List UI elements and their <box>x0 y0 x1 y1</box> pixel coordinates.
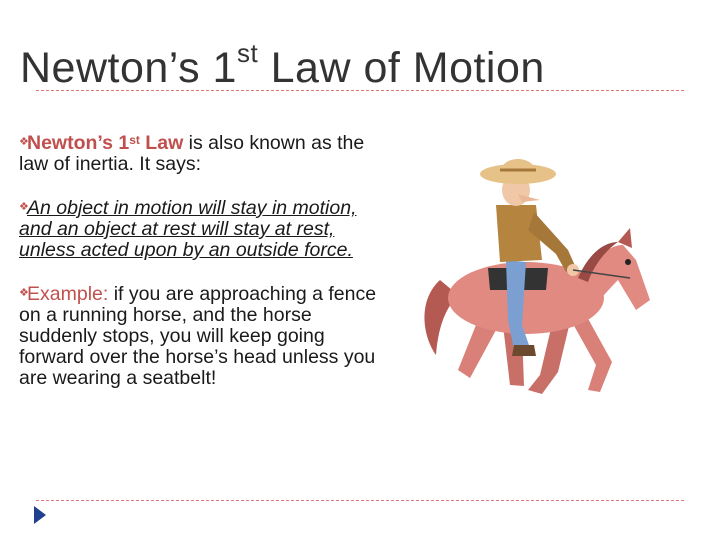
footer-divider <box>36 500 684 501</box>
paragraph-example: ❖Example: if you are approaching a fence on a running horse, and the horse suddenly stops, you will keep going forward over the horse’s head unless you are wearing a seatbelt! <box>19 283 377 389</box>
law-name: Newton’s 1st Law <box>27 132 184 154</box>
bullet-icon: ❖ <box>19 136 29 148</box>
example-label: Example: <box>27 283 109 305</box>
bullet-icon: ❖ <box>19 201 29 213</box>
horse-ear <box>618 228 632 248</box>
slide-body <box>19 132 389 411</box>
cowboy-on-horse-illustration <box>418 150 678 410</box>
paragraph-law-statement: ❖An object in motion will stay in motion, and an object at rest will stay at rest, unless acted upon by an outside force. <box>19 197 357 261</box>
bullet-icon: ❖ <box>19 287 29 299</box>
paragraph-definition: ❖Newton’s 1st Law is also known as the law of inertia. It says: <box>19 132 365 175</box>
cowboy-hat-crown <box>500 159 536 174</box>
title-divider <box>36 90 684 91</box>
horse-front-leg <box>568 315 612 392</box>
horse-eye <box>625 259 631 265</box>
slide-title: Newton’s 1st Law of Motion <box>20 38 545 92</box>
rider-boot <box>512 345 536 356</box>
next-slide-icon[interactable] <box>34 506 46 524</box>
